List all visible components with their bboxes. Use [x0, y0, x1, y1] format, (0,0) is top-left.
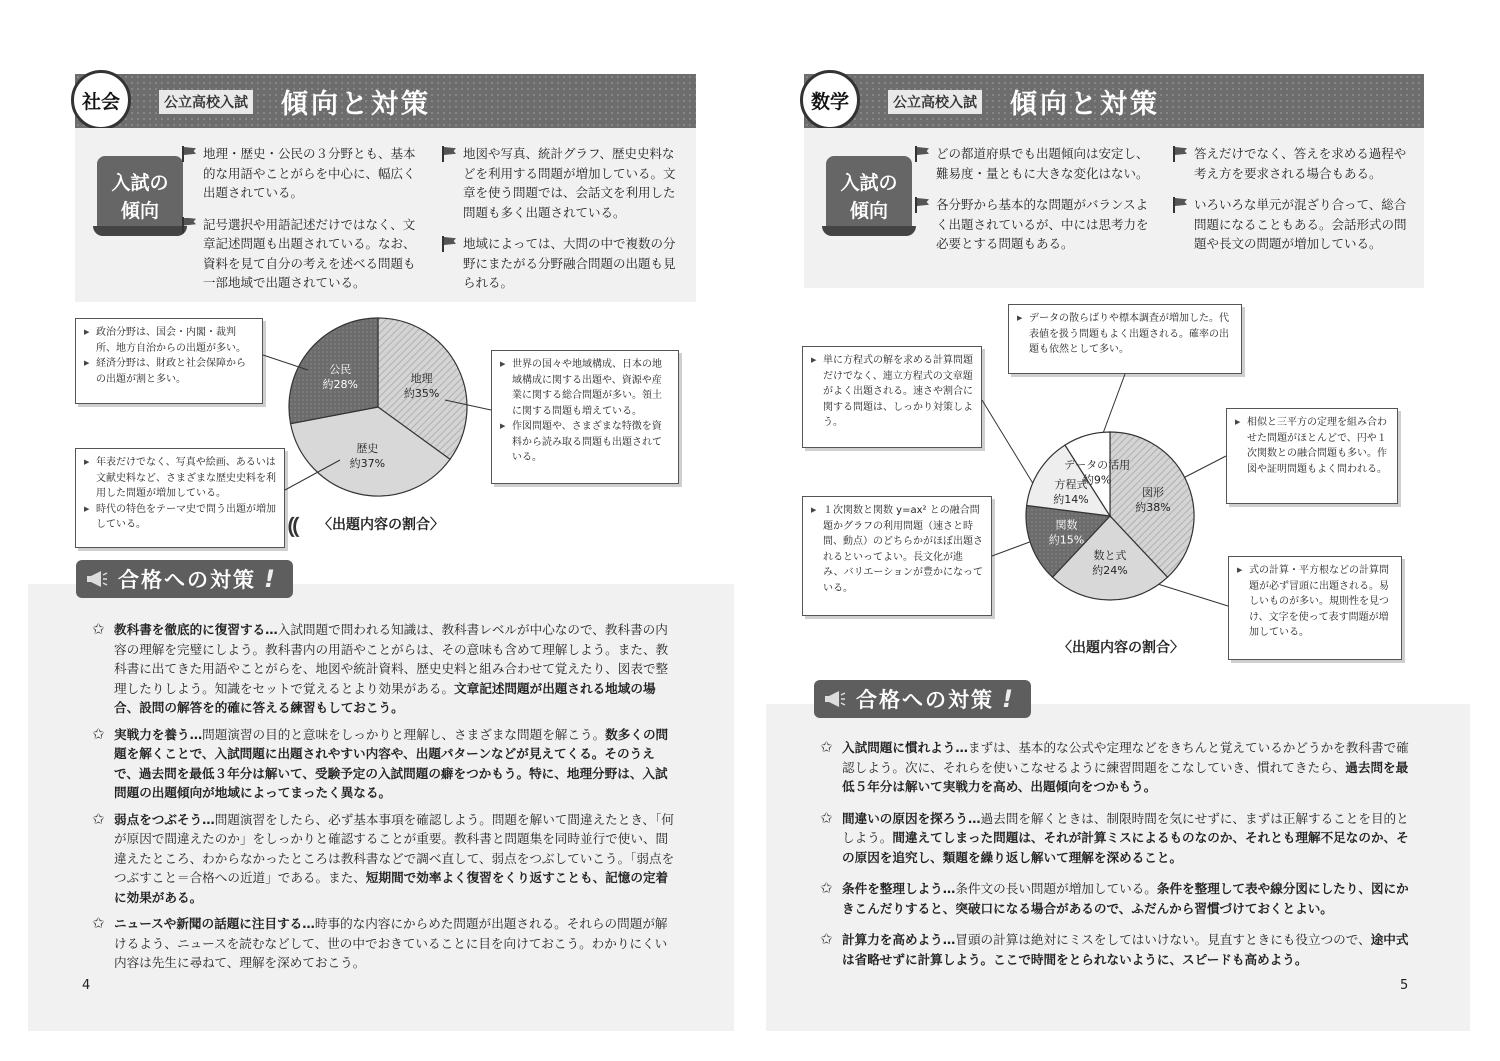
- pie-value-label: 約37%: [349, 456, 386, 470]
- pie-category-label: 方程式: [1054, 478, 1088, 492]
- star-icon: ✩: [92, 914, 105, 932]
- strategy-item: ✩ 入試問題に慣れよう…まずは、基本的な公式や定理などをきちんと覚えているかどうかを教科書で確認しよう。次に、それらを使いこなせるように練習問題をこなしていき、慣れてきたら、過去問を最低５年分は解いて実戦力を高め、出題傾向をつかもう。: [820, 738, 1409, 794]
- strategy-item: ✩ 計算力を高めよう…冒頭の計算は絶対にミスをしてはいけない。見直すときにも役立つので、途中式は省略せずに計算しよう。ここで時間をとられないように、スピードも高めよう。: [820, 930, 1409, 967]
- pie-value-label: 約35%: [403, 386, 440, 400]
- strategy-item: ✩ 間違いの原因を探ろう…過去問を解くときは、制限時間を気にせずに、まずは正解することを目的としよう。間違えてしまった問題は、それが計算ミスによるものなのか、それとも理解不足なのか、その原因を追究し、類題を繰り返し解いて理解を深めること。: [820, 808, 1409, 865]
- pie-category-label: 図形: [1141, 485, 1164, 499]
- strategy-list: [90, 620, 678, 980]
- strategy-section: [28, 565, 734, 1031]
- exam-tag: 公立高校入試: [159, 90, 253, 114]
- pie-value-label: 約15%: [1048, 533, 1085, 547]
- page-math: [750, 0, 1500, 1061]
- star-icon: ✩: [92, 724, 105, 743]
- note-calc: ▶ 式の計算・平方根などの計算問題が必ず冒頭に出題される。易しいものが多い。規則性を見つけ、文字を使って表す問題が増加している。: [1228, 556, 1402, 660]
- pie-chart-math: [1022, 428, 1198, 604]
- pie-value-label: 約9%: [1082, 473, 1112, 487]
- trend-item: 各分野から基本的な問題がバランスよく出題されているが、中には思考力を必要とする問題もある。: [914, 195, 1152, 254]
- strategy-item: ✩ 実戦力を養う…問題演習の目的と意味をしっかりと理解し、さまざまな問題を解こう。数多くの問題を解くことで、入試問題に出題されやすい内容や、出題パターンなどが見えてくる。そのうえで、過去問を最低３年分は解いて、受験予定の入試問題の癖をつかもう。特に、地理分野は、入試問題の出題傾向が地域によってまったく異なる。: [92, 724, 669, 800]
- pie-value-label: 約14%: [1053, 493, 1089, 507]
- pie-value-label: 約28%: [322, 377, 359, 391]
- strategy-list: [818, 738, 1412, 976]
- subject-badge: 数学: [800, 70, 860, 130]
- note-civics: ▶ 政治分野は、国会・内閣・裁判所、地方自治からの出題が多い。 ▶ 経済分野は、財政と社会保障からの出題が割と多い。: [75, 318, 263, 404]
- note-figure: ▶ 相似と三平方の定理を組み合わせた問題がほとんどで、円や１次関数との融合問題も多い。作図や証明問題もよく問われる。: [1226, 408, 1398, 504]
- pie-category-label: 地理: [410, 371, 433, 385]
- page-title: 傾向と対策: [281, 89, 431, 120]
- star-icon: ✩: [820, 879, 833, 897]
- trend-item: 地図や写真、統計グラフ、歴史史料などを利用する問題が増加している。文章を使う問題では、会話文を利用した問題も多く出題されている。: [441, 144, 685, 222]
- page-number: 4: [82, 978, 91, 993]
- page-number: 5: [1400, 978, 1409, 993]
- note-geography: ▶ 世界の国々や地域構成、日本の地域構成に関する出題や、資源や産業に関する総合問題が多い。領土に関する問題も増えている。 ▶ 作図問題や、さまざまな特徴を資料から読み取る問題も出題されている。: [491, 350, 679, 484]
- trend-item: いろいろな単元が混ざり合って、総合問題になることもある。会話形式の問題や長文の問題が増加している。: [1172, 195, 1412, 254]
- star-icon: ✩: [820, 738, 833, 756]
- strategy-item: ✩ 弱点をつぶそう…問題演習をしたら、必ず基本事項を確認しよう。問題を解いて間違えたとき、「何が原因で間違えたのか」をしっかりと確認することが重要。教科書と問題集を同時並行で使い、間違えたところ、わからなかったところは教科書などで調べ直して、弱点をつぶしていこう。「弱点をつぶすこと＝合格への近道」である。また、短期間で効率よく復習をくり返すことも、記憶の定着に効果がある。: [92, 809, 675, 905]
- trend-item: どの都道府県でも出題傾向は安定し、難易度・量ともに大きな変化はない。: [914, 144, 1152, 183]
- subject-badge: 社会: [71, 70, 131, 130]
- trend-book-badge: 入試の 傾向: [826, 156, 912, 236]
- leader-lines: [0, 0, 750, 600]
- pie-category-label: 数と式: [1093, 549, 1127, 563]
- trend-item: 地域によっては、大問の中で複数の分野にまたがる分野融合問題の出題も見られる。: [441, 234, 685, 293]
- pie-value-label: 約24%: [1092, 564, 1128, 578]
- star-icon: ✩: [820, 930, 833, 948]
- strategy-section: [766, 685, 1470, 1031]
- star-icon: ✩: [820, 808, 833, 827]
- megaphone-icon: [824, 691, 846, 707]
- page-title: 傾向と対策: [1010, 89, 1160, 120]
- star-icon: ✩: [92, 620, 105, 638]
- trend-item: 答えだけでなく、答えを求める過程や考え方を要求される場合もある。: [1172, 144, 1412, 183]
- note-data: ▶ データの散らばりや標本調査が増加した。代表値を扱う問題もよく出題される。確率の出題も依然として多い。: [1008, 304, 1242, 374]
- note-function: ▶ １次関数と関数 y=ax² との融合問題かグラフの利用問題（速さと時間、動点）のどちらかがほぼ出題されるといってよい。長文化が進み、バリエーションが豊かになっている。: [802, 496, 992, 616]
- pie-category-label: 公民: [329, 362, 352, 376]
- star-icon: ✩: [92, 809, 105, 828]
- megaphone-icon: [86, 571, 108, 587]
- pie-caption: 〈出題内容の割合〉: [1058, 640, 1184, 656]
- note-history: ▶ 年表だけでなく、写真や絵画、あるいは文献史料など、さまざまな歴史史料を利用した問題が増加している。 ▶ 時代の特色をテーマ史で問う出題が増加している。: [75, 448, 285, 548]
- pie-value-label: 約38%: [1135, 500, 1171, 514]
- strategy-item: ✩ ニュースや新聞の話題に注目する…時事的な内容にからめた問題が出題される。それらの問題が解けるよう、ニュースを読むなどして、世の中でおきていることに目を向けておこう。わかりにくい内容は先生に尋ねて、理解を深めておこう。: [92, 914, 668, 970]
- note-equation: ▶ 単に方程式の解を求める計算問題だけでなく、連立方程式の文章題がよく出題される。速さや割合に関する問題は、しっかり対策しよう。: [802, 346, 982, 448]
- exam-tag: 公立高校入試: [888, 90, 982, 114]
- trend-item: 地理・歴史・公民の３分野とも、基本的な用語やことがらを中心に、幅広く出題されている。: [181, 144, 426, 203]
- pie-caption: ⸨ 〈出題内容の割合〉: [288, 514, 444, 539]
- strategy-item: ✩ 条件を整理しよう…条件文の長い問題が増加している。条件を整理して表や線分図にしたり、図にかきこんだりすると、突破口になる場合があるので、ふだんから習慣づけておくとよい。: [820, 879, 1409, 916]
- pie-category-label: 関数: [1055, 518, 1078, 532]
- strategy-item: ✩ 教科書を徹底的に復習する…入試問題で問われる知識は、教科書レベルが中心なので、教科書の内容の理解を完璧にしよう。教科書内の用語やことがらは、その意味も含めて理解しよう。また、教科書に出てきた用語やことがらを、地図や統計資料、歴史史料と組み合わせて覚えたり、図表で整理したりしよう。知識をセットで覚えるとより効果がある。文章記述問題が出題される地域の場合、設問の解答を的確に答える練習もしておこう。: [92, 620, 669, 715]
- pie-category-label: データの活用: [1064, 458, 1131, 472]
- trend-book-badge: 入試の 傾向: [97, 156, 183, 236]
- trend-item: 記号選択や用語記述だけではなく、文章記述問題も出題されている。なお、資料を見て自分の考えを述べる問題も一部地域で出題されている。: [181, 215, 426, 293]
- strategy-heading: 合格への対策 !: [76, 560, 293, 598]
- strategy-heading: 合格への対策 !: [814, 680, 1031, 718]
- pie-category-label: 歴史: [356, 441, 379, 455]
